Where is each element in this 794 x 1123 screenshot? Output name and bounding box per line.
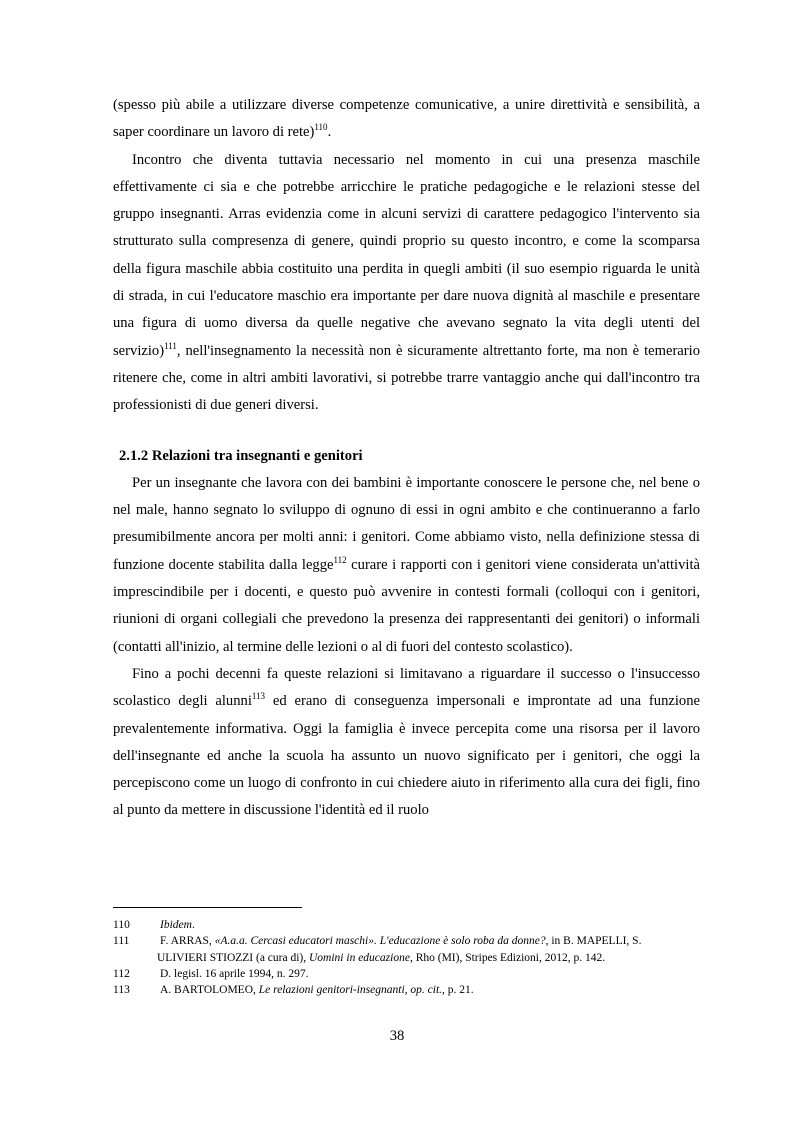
footnote-italic: «A.a.a. Cercasi educatori maschi». L'educazione è solo roba da donne? — [214, 935, 546, 948]
paragraph-text: (spesso più abile a utilizzare diverse competenze comunicative, a unire direttività e sensibilità, a saper coordinare un lavoro di rete) — [113, 97, 700, 141]
footnote-110 — [113, 917, 700, 933]
footnote-separator — [113, 907, 302, 908]
paragraph-text: Per un insegnante che lavora con dei bambini è importante conoscere le persone che, nel bene o nel male, hanno segnato lo sviluppo di ognuno di essi in ogni ambito e che continueranno a farlo presumibilmente ancora per molti anni: i genitori. Come abbiamo visto, nella definizione stessa di funzione docente stabilita dalla legge — [113, 474, 700, 573]
footnote-ref-110[interactable]: 110 — [314, 122, 328, 133]
paragraph-text: Incontro che diventa tuttavia necessario nel momento in cui una presenza maschile effettivamente ci sia e che potrebbe arricchire le pratiche pedagogiche e le relazioni stesse del gruppo insegnanti. Arras evidenzia come in alcuni servizi di carattere pedagogico l'intervento sia strutturato sulla compresenza di genere, quindi proprio su questo incontro, e come la scomparsa della figura maschile abbia costituito una perdita in quegli ambiti (il suo esempio riguarda le unità di strada, in cui l'educatore maschio era importante per dare nuova dignità al maschile e presentare una figura di uomo diversa da quelle negative che avevano segnato la vita degli utenti del servizio) — [113, 151, 700, 359]
footnote-text — [157, 982, 690, 998]
footnote-plain: , in B. MAPELLI, S. ULIVIERI STIOZZI (a cura di), — [157, 935, 642, 964]
footnote-text — [157, 933, 690, 966]
paragraph-continuation — [113, 92, 700, 147]
paragraph-text: Fino a pochi decenni fa queste relazioni si limitavano a riguardare il successo o l'insuccesso scolastico degli alunni — [113, 665, 700, 710]
footnote-ref-113[interactable]: 113 — [251, 691, 266, 702]
footnote-text — [157, 917, 690, 933]
paragraph-incontro — [113, 147, 700, 420]
paragraph-relazioni — [113, 661, 700, 825]
page-number: 38 — [389, 1028, 405, 1044]
paragraph-text-tail: ed erano di conseguenza impersonali e improntate ad una funzione prevalentemente informativa. Oggi la famiglia è invece percepita come una risorsa per il lavoro dell'insegnante ed anche la scuola ha assunto un nuovo significato per i genitori, che oggi la percepiscono come un luogo di confronto in cui chiedere aiuto in riferimento alla cura dei figli, fino al punto da mettere in discussione l'identità ed il ruolo — [113, 693, 700, 819]
footnotes — [113, 917, 700, 998]
footnote-plain: . — [191, 919, 195, 931]
paragraph-text-tail: . — [327, 124, 332, 141]
footnote-plain: , Rho (MI), Stripes Edizioni, 2012, p. 142. — [409, 951, 606, 964]
footnote-italic: Ibidem — [160, 919, 192, 931]
paragraph-text-tail: , nell'insegnamento la necessità non è sicuramente altrettanto forte, ma non è temerario ritenere che, come in altri ambiti lavorativi, si potrebbe trarre vantaggio anche qui dall'incontro tra professionisti di due generi diversi. — [113, 342, 700, 414]
footnote-number: 110 — [113, 919, 130, 931]
footnote-number: 112 — [113, 967, 130, 980]
section-heading: 2.1.2 Relazioni tra insegnanti e genitori — [119, 447, 363, 464]
footnote-author: A. BARTOLOMEO, — [160, 984, 259, 997]
footnote-number: 111 — [113, 935, 130, 948]
footnote-author: F. ARRAS, — [160, 935, 215, 948]
footnote-ref-111[interactable]: 111 — [164, 340, 177, 351]
footnote-plain: , p. 21. — [442, 984, 474, 997]
footnote-113 — [113, 982, 700, 998]
footnote-111 — [113, 933, 700, 966]
footnote-text: D. legisl. 16 aprile 1994, n. 297. — [160, 967, 309, 980]
footnote-number: 113 — [113, 984, 130, 997]
page-body — [113, 92, 700, 825]
footnote-italic: Le relazioni genitori-insegnanti, op. cit. — [258, 984, 443, 997]
footnote-ref-112[interactable]: 112 — [333, 554, 347, 565]
paragraph-text-tail: curare i rapporti con i genitori viene considerata un'attività imprescindibile per i docenti, e questo può avvenire in contesti formali (colloqui con i genitori, riunioni di organi collegiali che prevedono la presenza dei rappresentanti dei genitori) o informali (contatti all'inizio, al termine delle lezioni o al di fuori del contesto scolastico). — [113, 556, 700, 655]
footnote-italic: Uomini in educazione — [309, 951, 410, 964]
footnote-112 — [113, 966, 700, 982]
paragraph-genitori — [113, 470, 700, 661]
